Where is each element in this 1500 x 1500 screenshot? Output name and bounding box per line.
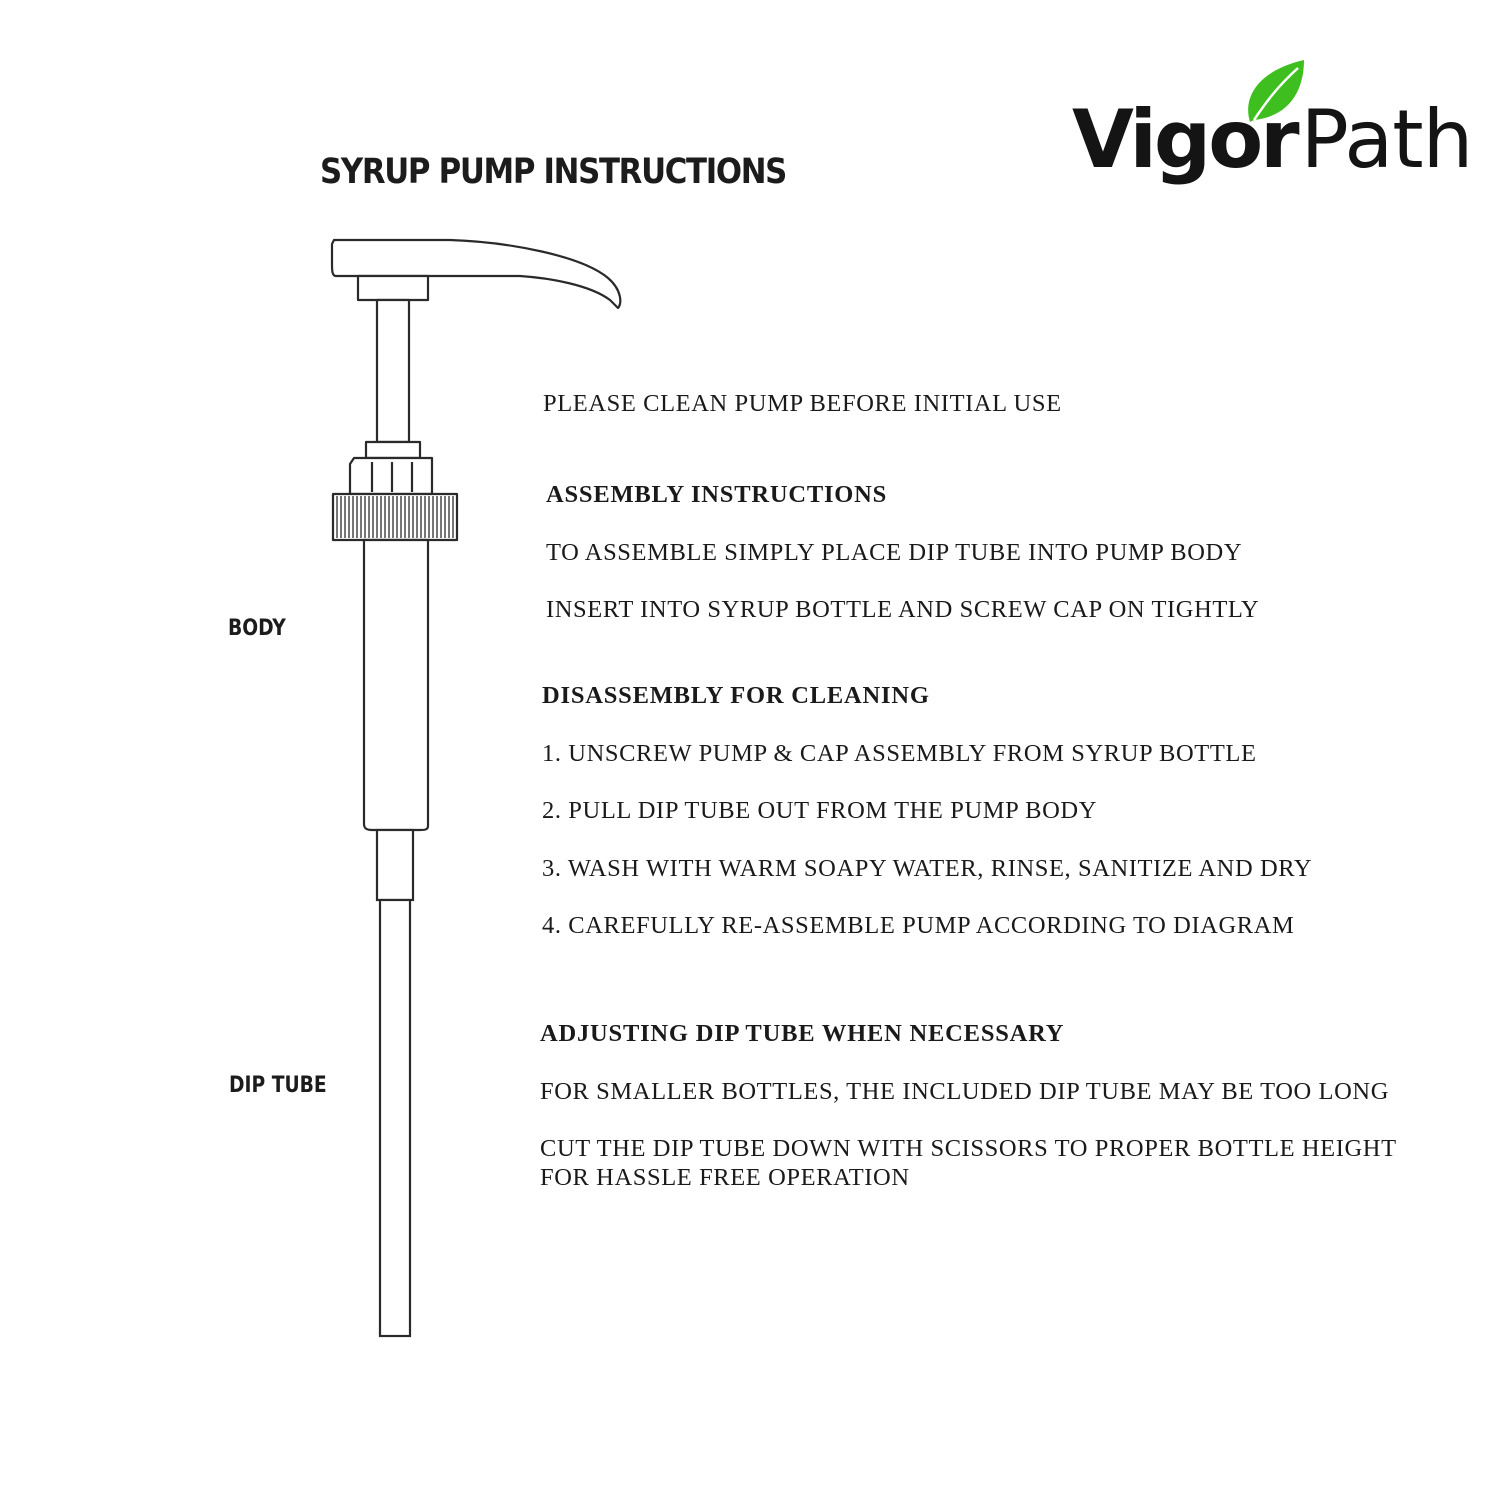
dip-tube bbox=[380, 900, 410, 1336]
assembly-line: TO ASSEMBLE SIMPLY PLACE DIP TUBE INTO PUMP BODY bbox=[546, 539, 1243, 566]
assembly-heading: ASSEMBLY INSTRUCTIONS bbox=[546, 481, 888, 508]
brand-name bbox=[1072, 93, 1473, 186]
page-title: SYRUP PUMP INSTRUCTIONS bbox=[320, 152, 787, 192]
adjusting-line: CUT THE DIP TUBE DOWN WITH SCISSORS TO PROPER BOTTLE HEIGHT bbox=[540, 1135, 1397, 1162]
adjusting-line: FOR SMALLER BOTTLES, THE INCLUDED DIP TUBE MAY BE TOO LONG bbox=[540, 1078, 1390, 1105]
adjusting-line: FOR HASSLE FREE OPERATION bbox=[540, 1164, 910, 1191]
brand-logo bbox=[1072, 56, 1473, 196]
disassembly-step: 3. WASH WITH WARM SOAPY WATER, RINSE, SANITIZE AND DRY bbox=[542, 855, 1313, 882]
disassembly-step: 2. PULL DIP TUBE OUT FROM THE PUMP BODY bbox=[542, 797, 1097, 824]
assembly-line: INSERT INTO SYRUP BOTTLE AND SCREW CAP ON TIGHTLY bbox=[546, 596, 1260, 623]
pump-head-collar bbox=[358, 276, 428, 300]
disassembly-step: 4. CAREFULLY RE-ASSEMBLE PUMP ACCORDING TO DIAGRAM bbox=[542, 912, 1295, 939]
pump-connector bbox=[377, 830, 413, 900]
label-dip-tube: DIP TUBE bbox=[229, 1073, 327, 1098]
pump-stem-collar bbox=[366, 442, 420, 458]
pump-stem bbox=[377, 300, 409, 442]
disassembly-heading: DISASSEMBLY FOR CLEANING bbox=[542, 682, 930, 709]
disassembly-step: 1. UNSCREW PUMP & CAP ASSEMBLY FROM SYRUP BOTTLE bbox=[542, 740, 1257, 767]
brand-name-bold: Vigor bbox=[1072, 93, 1297, 186]
pump-cap-ribbed bbox=[333, 494, 457, 540]
adjusting-heading: ADJUSTING DIP TUBE WHEN NECESSARY bbox=[540, 1020, 1065, 1047]
pump-body bbox=[364, 540, 428, 830]
brand-name-light: Path bbox=[1300, 93, 1473, 186]
clean-note: PLEASE CLEAN PUMP BEFORE INITIAL USE bbox=[543, 390, 1062, 417]
label-body: BODY bbox=[228, 616, 286, 641]
